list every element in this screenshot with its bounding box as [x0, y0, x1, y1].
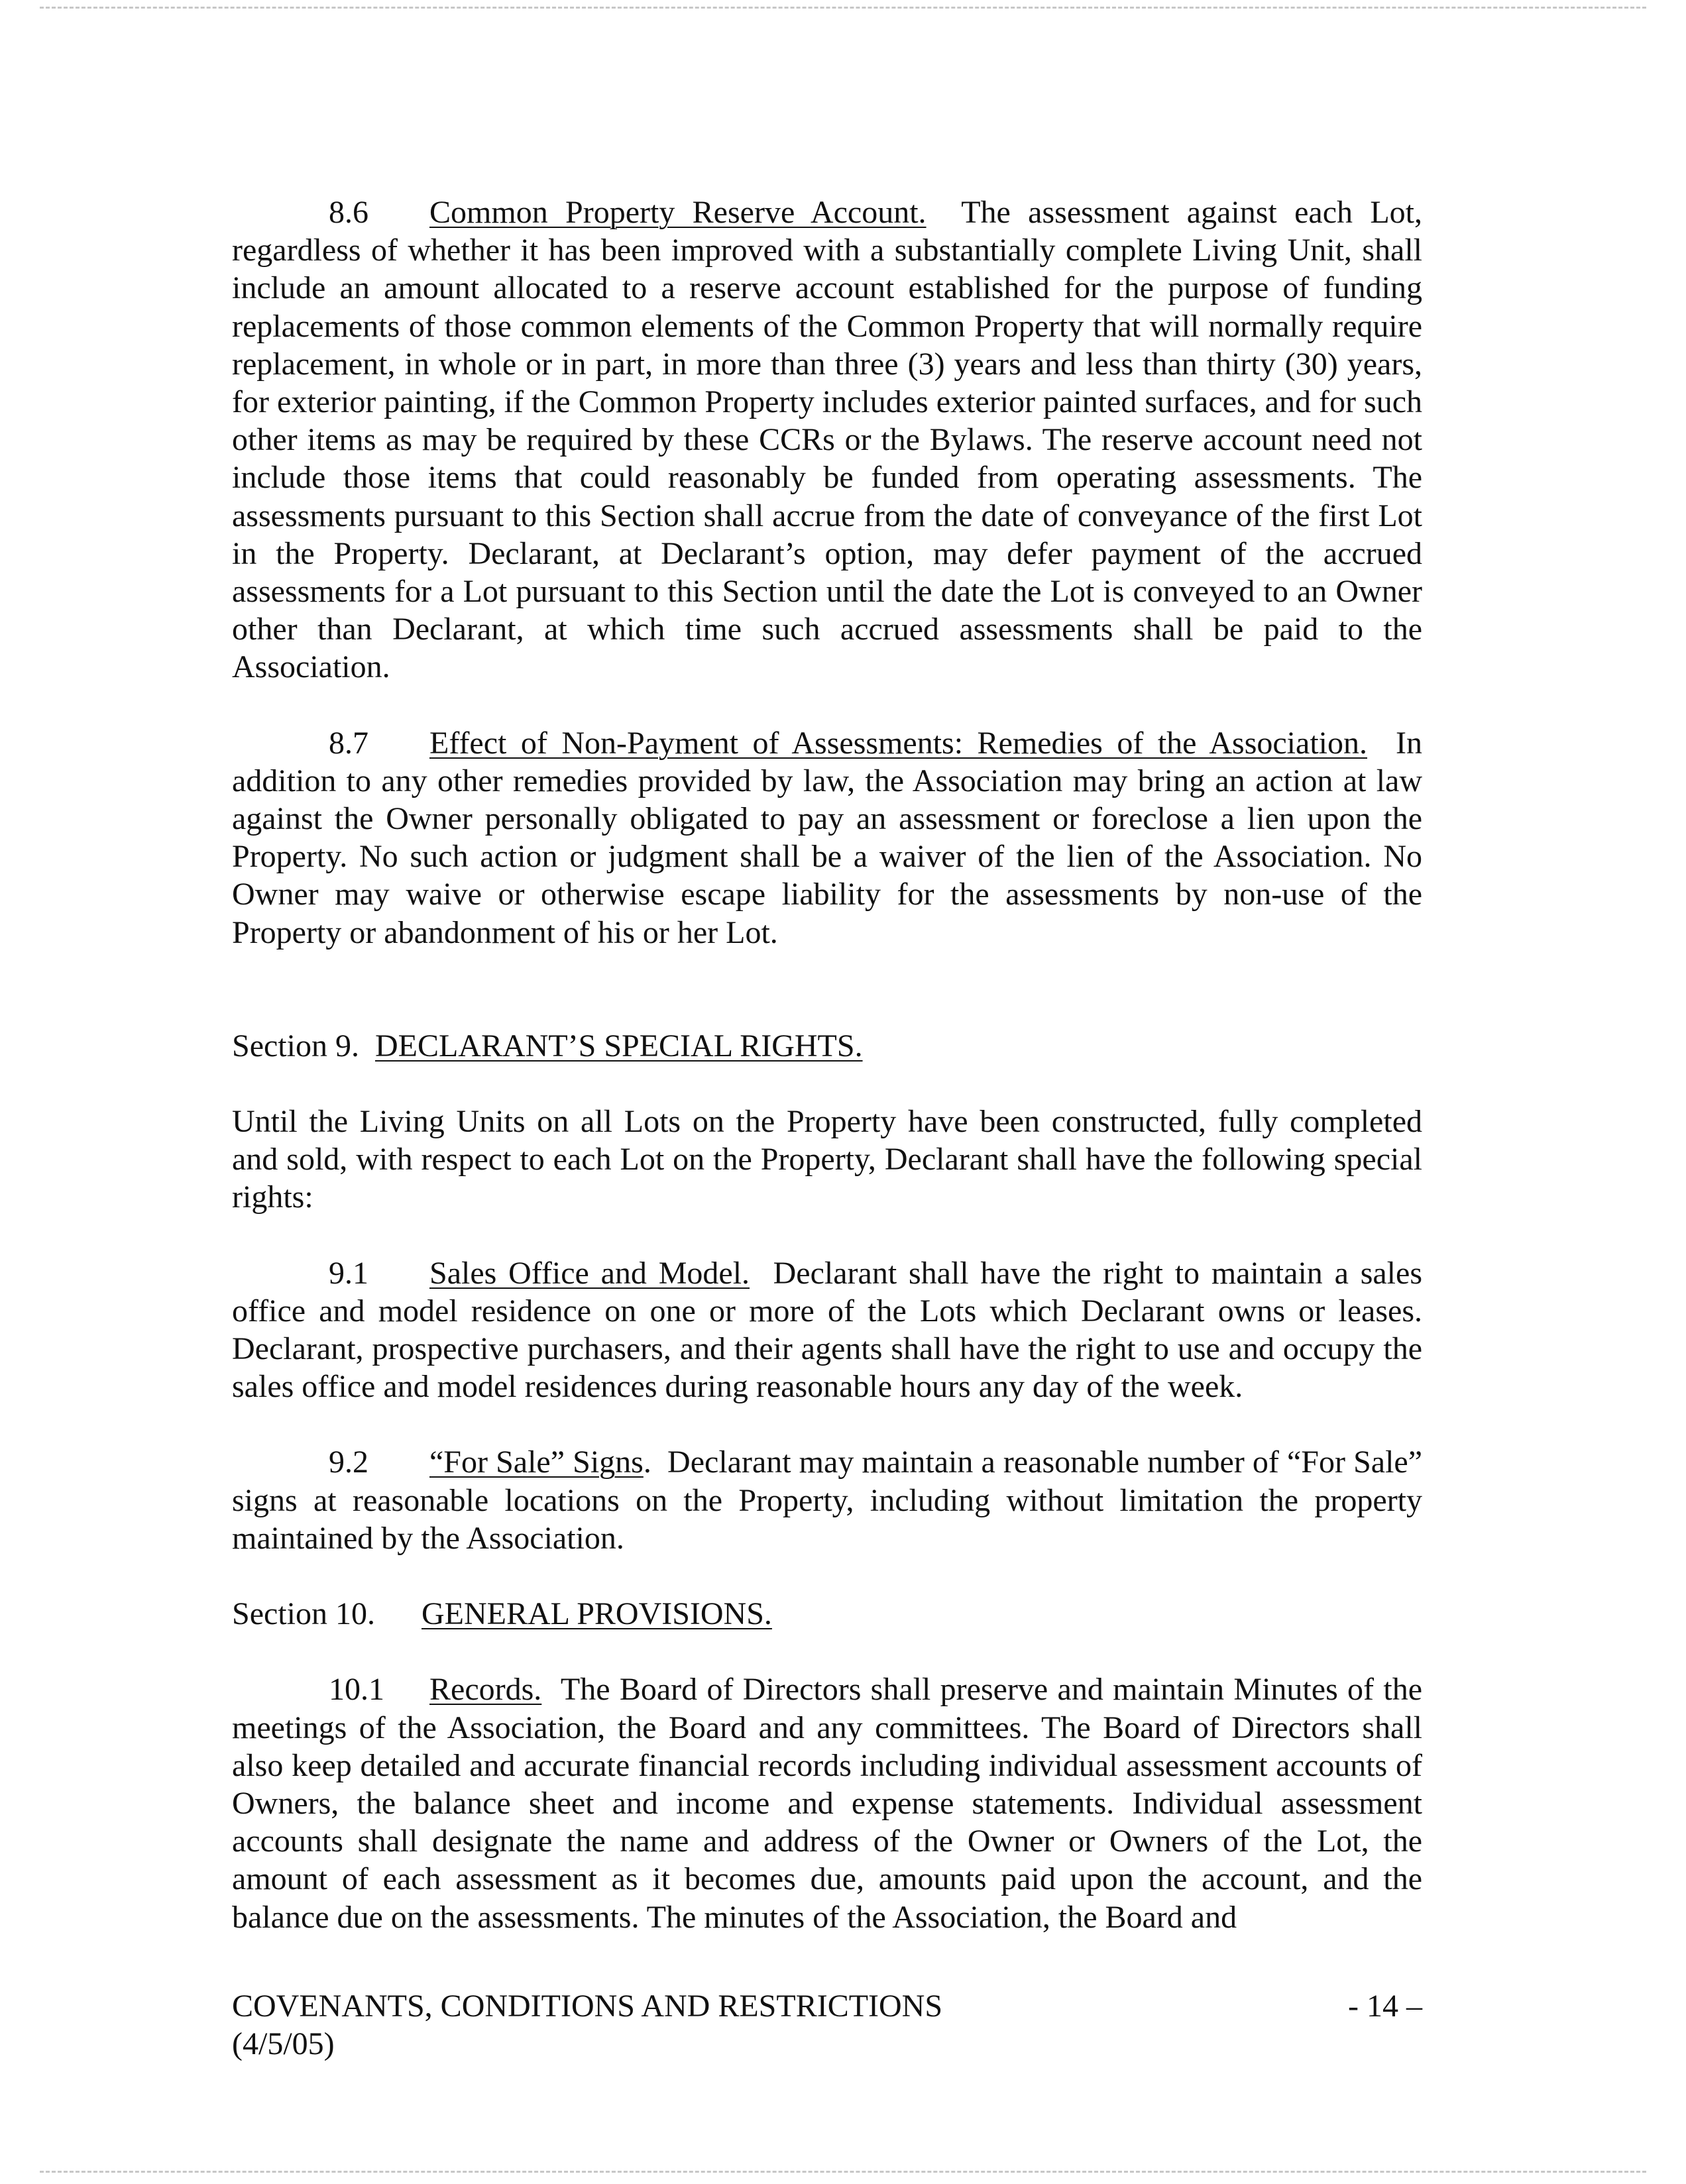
paragraph-text: Declarant may maintain a reasonable number of “For Sale” signs at reasonable locations on the Property, including without limitation the property maintained by the Association.	[232, 1445, 1423, 1556]
section-number: Section 10.	[232, 1596, 375, 1632]
footer-row	[232, 1987, 1422, 2025]
paragraph-heading: Records.	[429, 1672, 542, 1708]
paragraph-text: Declarant shall have the right to maintain a sales office and model residence on one or more of the Lots which Declarant owns or leases. Declarant, prospective purchasers, and their agents shall have the right to use and occupy the sales office and model residences during reasonable hours any day of the week.	[232, 1255, 1423, 1405]
section-title: GENERAL PROVISIONS.	[422, 1596, 772, 1632]
paragraph-9-2	[232, 1443, 1422, 1557]
paragraph-number: 10.1	[329, 1672, 384, 1708]
footer-date: (4/5/05)	[232, 2026, 335, 2061]
paragraph-text: The Board of Directors shall preserve and maintain Minutes of the meetings of the Association, the Board and any committees. The Board of Directors shall also keep detailed and accurate financial records including individual assessment accounts of Owners, the balance sheet and income and expense statements. Individual assessment accounts shall designate the name and address of the Owner or Owners of the Lot, the amount of each assessment as it becomes due, amounts paid upon the account, and the balance due on the assessments. The minutes of the Association, the Board and	[232, 1672, 1422, 1935]
page-footer	[232, 1987, 1422, 2063]
section-9-intro: Until the Living Units on all Lots on the Property have been constructed, fully completed and sold, with respect to each Lot on the Property, Declarant shall have the following special rights:	[232, 1104, 1422, 1215]
document-body	[232, 193, 1422, 1936]
paragraph-8-6	[232, 193, 1422, 686]
paragraph-text: In addition to any other remedies provided by law, the Association may bring an action at law against the Owner personally obligated to pay an assessment or foreclose a lien upon the Property. No such action or judgment shall be a waiver of the lien of the Association. No Owner may waive or otherwise escape liability for the assessments by non-use of the Property or abandonment of his or her Lot.	[232, 725, 1423, 950]
footer-document-title: COVENANTS, CONDITIONS AND RESTRICTIONS	[232, 1989, 943, 2024]
paragraph-9-1	[232, 1254, 1422, 1406]
heading-period: .	[643, 1445, 651, 1480]
paragraph-heading: Effect of Non-Payment of Assessments: Remedies of the Association.	[429, 725, 1367, 761]
paragraph-heading: Common Property Reserve Account.	[429, 195, 927, 230]
paragraph-heading: Sales Office and Model.	[429, 1255, 750, 1291]
page-number: - 14 –	[1348, 1989, 1422, 2024]
paragraph-number: 9.1	[329, 1255, 368, 1291]
scan-artifact-bottom	[40, 2171, 1646, 2173]
paragraph-number: 8.7	[329, 725, 368, 761]
paragraph-text: The assessment against each Lot, regardless of whether it has been improved with a substantially complete Living Unit, shall include an amount allocated to a reserve account established for the purpose of funding replacements of those common elements of the Common Property that will normally require replacement, in whole or in part, in more than three (3) years and less than thirty (30) years, for exterior painting, if the Common Property includes exterior painted surfaces, and for such other items as may be required by these CCRs or the Bylaws. The reserve account need not include those items that could reasonably be funded from operating assessments. The assessments pursuant to this Section shall accrue from the date of conveyance of the first Lot in the Property. Declarant, at Declarant’s option, may defer payment of the accrued assessments for a Lot pursuant to this Section until the date the Lot is conveyed to an Owner other than Declarant, at which time such accrued assessments shall be paid to the Association.	[232, 195, 1423, 685]
section-title: DECLARANT’S SPECIAL RIGHTS.	[374, 1028, 863, 1064]
section-number: Section 9.	[232, 1028, 359, 1064]
paragraph-heading: “For Sale” Signs	[429, 1445, 644, 1480]
paragraph-10-1	[232, 1670, 1422, 1936]
section-10-heading	[232, 1595, 1422, 1633]
section-9-heading	[232, 1027, 1422, 1065]
scan-artifact-top	[40, 7, 1646, 9]
paragraph-number: 9.2	[329, 1445, 368, 1480]
paragraph-number: 8.6	[329, 195, 368, 230]
paragraph-8-7	[232, 724, 1422, 952]
